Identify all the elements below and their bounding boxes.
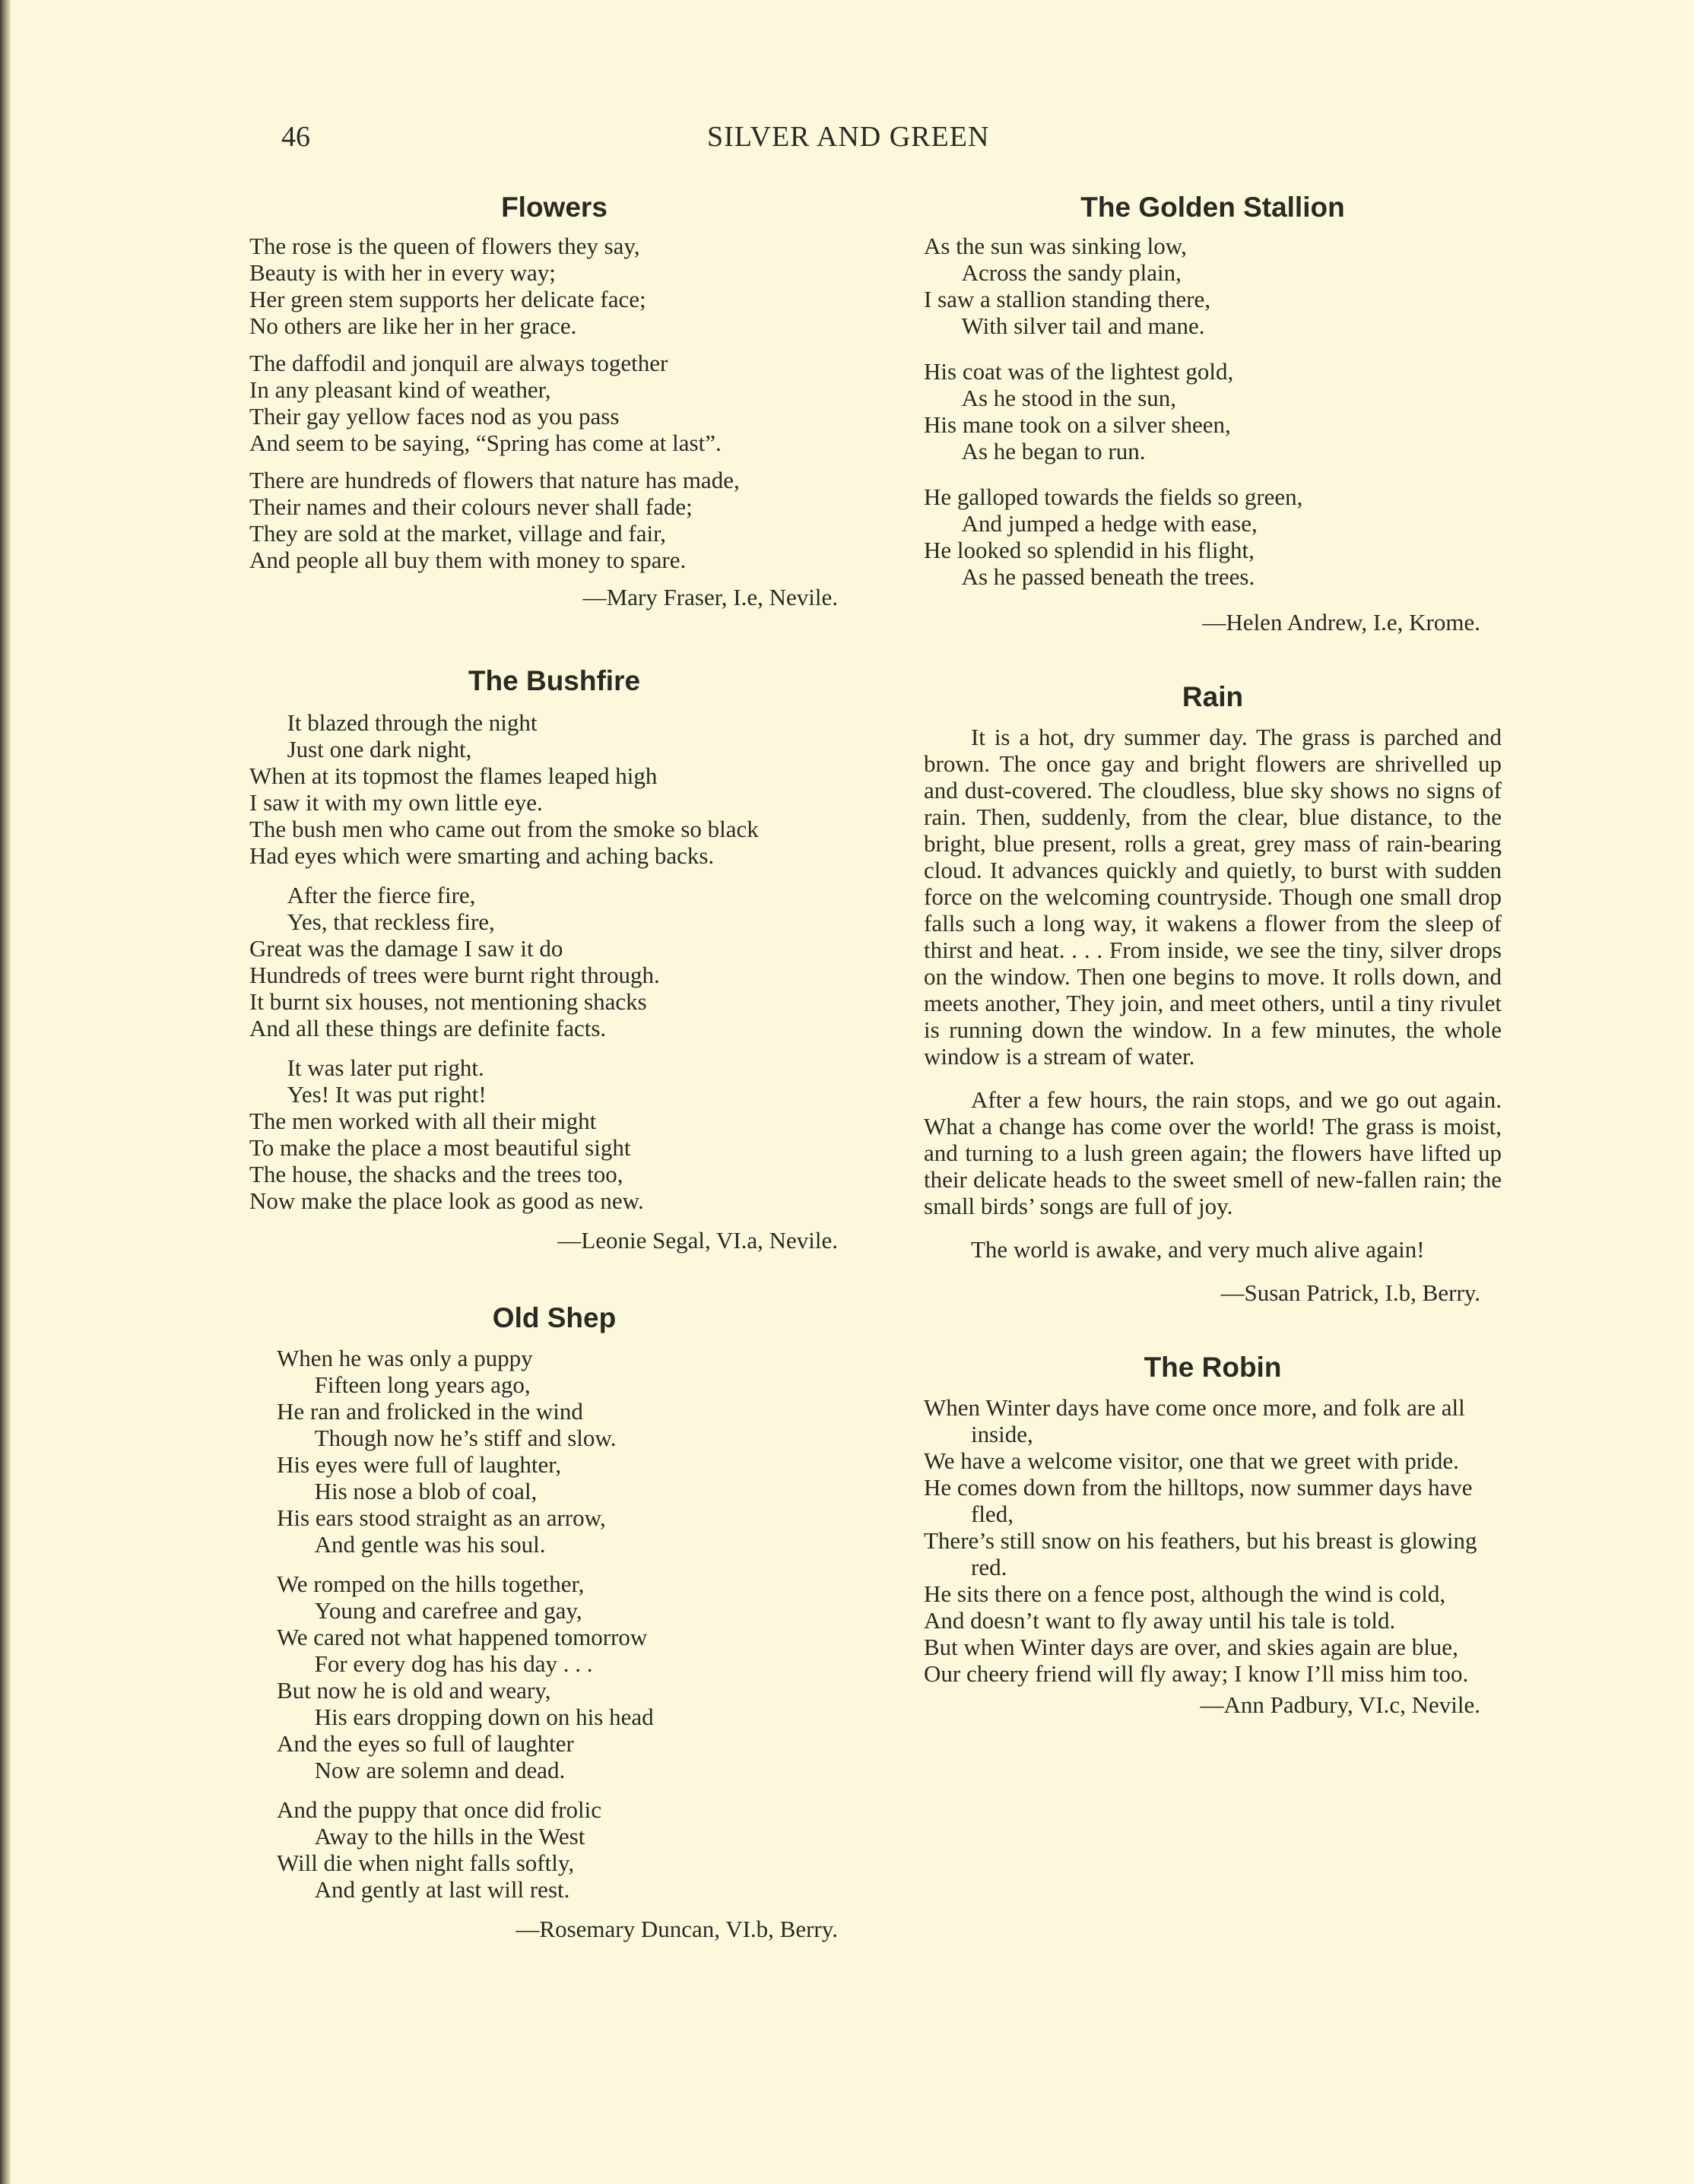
verse-line: He comes down from the hilltops, now summer days have fled, (924, 1474, 1473, 1527)
stanza (249, 233, 859, 339)
verse-line: Across the sandy plain, (961, 259, 1182, 286)
verse-line: His mane took on a silver sheen, (924, 411, 1231, 438)
poem-the-bushfire (249, 664, 859, 1254)
verse-line: They are sold at the market, village and fair, (249, 520, 666, 547)
stanza (249, 350, 859, 456)
verse-line: As he began to run. (961, 438, 1146, 464)
stanza (249, 1796, 859, 1903)
stanza (924, 233, 1502, 339)
verse-line: Our cheery friend will fly away; I know I’ll miss him too. (924, 1660, 1469, 1687)
essay-title: Rain (1182, 681, 1244, 712)
verse-line: It burnt six houses, not mentioning shacks (249, 988, 647, 1015)
author-byline: —Helen Andrew, I.e, Krome. (1202, 609, 1480, 636)
verse-line: To make the place a most beautiful sight (249, 1134, 631, 1161)
poem-the-robin (924, 1350, 1502, 1718)
verse-line: No others are like her in her grace. (249, 312, 577, 339)
verse-line: Away to the hills in the West (314, 1823, 585, 1850)
stanza (249, 1571, 859, 1783)
poem-title: The Golden Stallion (1080, 192, 1345, 223)
verse-line: And gentle was his soul. (314, 1531, 546, 1558)
running-title: SILVER AND GREEN (707, 121, 990, 153)
verse-line: We cared not what happened tomorrow (277, 1624, 648, 1650)
paragraph: It is a hot, dry summer day. The grass is parched and brown. The once gay and bright flowers are shrivelled up and dust-covered. The cloudless, blue sky shows no signs of rain. Then, suddenly, from the clear, blue distance, to the bright, blue present, rolls a great, grey mass of rain-bearing cloud. It advances quickly and quietly, to burst with sudden force on the welcoming countryside. Though one small drop falls such a long way, it wakens a flower from the sleep of thirst and heat. . . . From inside, we see the tiny, silver drops on the window. Then one begins to move. It rolls down, and meets another, They join, and meet others, until a tiny rivulet is running down the window. In a few minutes, the whole window is a stream of water. (924, 724, 1502, 1070)
verse-line: There’s still snow on his feathers, but his breast is glowing red. (924, 1527, 1477, 1580)
page-header (281, 120, 1086, 166)
verse-line: Great was the damage I saw it do (249, 935, 563, 962)
poem-the-golden-stallion (924, 190, 1502, 636)
author-byline: —Leonie Segal, VI.a, Nevile. (557, 1227, 838, 1254)
verse-line: Had eyes which were smarting and aching backs. (249, 842, 715, 869)
verse-line: Will die when night falls softly, (277, 1850, 575, 1876)
verse-line: I saw it with my own little eye. (249, 789, 543, 816)
essay-rain (924, 680, 1502, 1306)
verse-line: His nose a blob of coal, (314, 1478, 538, 1504)
verse-line: He sits there on a fence post, although the wind is cold, (924, 1580, 1446, 1607)
verse-line: He galloped towards the fields so green, (924, 483, 1303, 510)
verse-line: The bush men who came out from the smoke so black (249, 816, 759, 842)
verse-line: There are hundreds of flowers that nature has made, (249, 467, 740, 493)
verse-line: With silver tail and mane. (961, 312, 1205, 339)
verse-line: Now are solemn and dead. (314, 1757, 566, 1783)
stanza (924, 358, 1502, 464)
verse-line: When Winter days have come once more, and folk are all inside, (924, 1394, 1465, 1447)
verse-line: Their gay yellow faces nod as you pass (249, 403, 620, 430)
stanza (249, 1345, 859, 1558)
verse-line: But now he is old and weary, (277, 1677, 551, 1704)
verse-line: And people all buy them with money to spare. (249, 547, 687, 573)
verse-line: And the eyes so full of laughter (277, 1730, 574, 1757)
verse-line: We romped on the hills together, (277, 1571, 585, 1597)
verse-line: Beauty is with her in every way; (249, 259, 556, 286)
poem-title: The Robin (1144, 1352, 1282, 1383)
poem-flowers (249, 190, 859, 610)
left-column (249, 190, 859, 1942)
stanza (924, 1394, 1502, 1687)
verse-line: And gently at last will rest. (314, 1876, 570, 1903)
verse-line: And jumped a hedge with ease, (961, 510, 1258, 537)
verse-line: When he was only a puppy (277, 1345, 533, 1371)
verse-line: His ears stood straight as an arrow, (277, 1504, 606, 1531)
verse-line: It was later put right. (287, 1054, 484, 1081)
verse-line: The rose is the queen of flowers they say, (249, 233, 640, 259)
verse-line: For every dog has his day . . . (314, 1650, 593, 1677)
verse-line: We have a welcome visitor, one that we greet with pride. (924, 1447, 1459, 1474)
verse-line: I saw a stallion standing there, (924, 286, 1211, 312)
author-byline: —Rosemary Duncan, VI.b, Berry. (515, 1916, 838, 1942)
author-byline: —Ann Padbury, VI.c, Nevile. (1200, 1691, 1480, 1718)
verse-line: Her green stem supports her delicate face; (249, 286, 646, 312)
verse-line: The daffodil and jonquil are always together (249, 350, 668, 376)
stanza (924, 483, 1502, 590)
verse-line: And the puppy that once did frolic (277, 1796, 602, 1823)
verse-line: He looked so splendid in his flight, (924, 537, 1255, 563)
stanza (249, 1054, 859, 1214)
right-column (924, 190, 1502, 1718)
verse-line: Though now he’s stiff and slow. (314, 1425, 617, 1451)
stanza (249, 467, 859, 573)
verse-line: Yes, that reckless fire, (287, 908, 495, 935)
verse-line: It blazed through the night (287, 709, 538, 736)
poem-title: Old Shep (492, 1302, 617, 1333)
author-byline: —Susan Patrick, I.b, Berry. (1220, 1279, 1480, 1306)
verse-line: As he stood in the sun, (961, 385, 1177, 411)
verse-line: And seem to be saying, “Spring has come at last”. (249, 430, 722, 456)
verse-line: And doesn’t want to fly away until his tale is told. (924, 1607, 1396, 1634)
verse-line: As the sun was sinking low, (924, 233, 1187, 259)
verse-line: When at its topmost the flames leaped high (249, 762, 658, 789)
essay-body (924, 724, 1502, 1263)
verse-line: Hundreds of trees were burnt right through. (249, 962, 660, 988)
page-number: 46 (281, 121, 310, 153)
stanza (249, 882, 859, 1041)
verse-line: After the fierce fire, (287, 882, 476, 908)
verse-line: Now make the place look as good as new. (249, 1187, 644, 1214)
stanza (249, 709, 859, 869)
verse-line: He ran and frolicked in the wind (277, 1398, 583, 1425)
author-byline: —Mary Fraser, I.e, Nevile. (582, 584, 838, 610)
verse-line: Just one dark night, (287, 736, 472, 762)
page-binding-edge (0, 0, 11, 2184)
verse-line: Fifteen long years ago, (314, 1371, 531, 1398)
verse-line: His ears dropping down on his head (314, 1704, 654, 1730)
poem-old-shep (249, 1301, 859, 1942)
poem-title: Flowers (501, 192, 607, 223)
verse-line: Yes! It was put right! (287, 1081, 487, 1108)
paragraph: After a few hours, the rain stops, and we go out again. What a change has come over the world! The grass is moist, and turning to a lush green again; the flowers have lifted up their delicate heads to the sweet smell of new-fallen rain; the small birds’ songs are full of joy. (924, 1086, 1502, 1219)
verse-line: As he passed beneath the trees. (961, 563, 1255, 590)
verse-line: And all these things are definite facts. (249, 1015, 607, 1041)
verse-line: His eyes were full of laughter, (277, 1451, 562, 1478)
poem-title: The Bushfire (468, 665, 641, 696)
verse-line: But when Winter days are over, and skies again are blue, (924, 1634, 1458, 1660)
verse-line: Young and carefree and gay, (314, 1597, 582, 1624)
verse-line: The men worked with all their might (249, 1108, 597, 1134)
verse-line: Their names and their colours never shall fade; (249, 493, 693, 520)
verse-line: The house, the shacks and the trees too, (249, 1161, 623, 1187)
paragraph: The world is awake, and very much alive again! (971, 1236, 1425, 1263)
verse-line: In any pleasant kind of weather, (249, 376, 551, 403)
verse-line: His coat was of the lightest gold, (924, 358, 1234, 385)
